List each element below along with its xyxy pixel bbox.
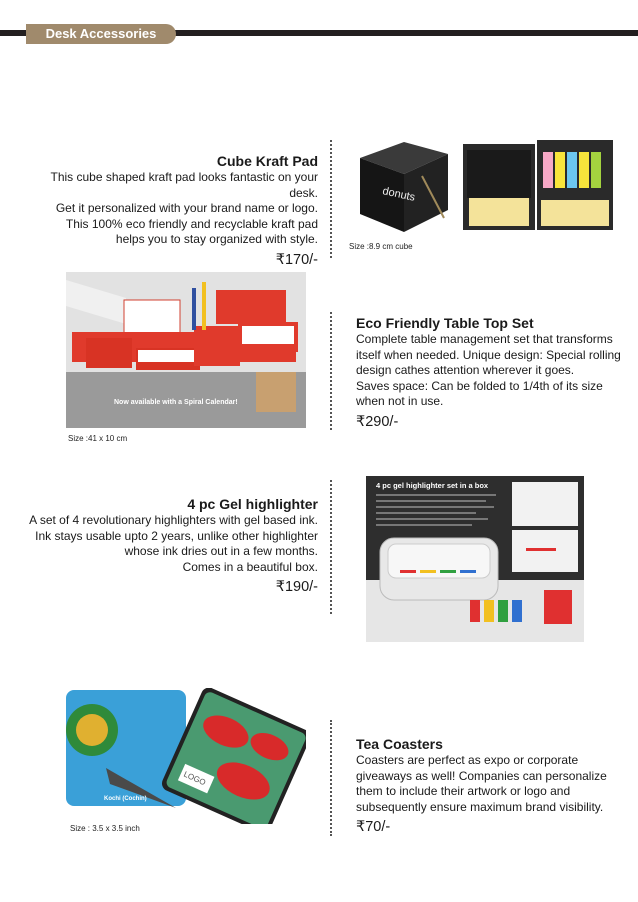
product-desc-line: This cube shaped kraft pad looks fantastic on your desk. (50, 170, 318, 200)
product-desc-line: itself when needed. Unique design: Special rolling (356, 347, 621, 362)
kraft-cube-image (352, 136, 454, 236)
section-title-tab: Desk Accessories (26, 24, 176, 44)
product-desc-line: Coasters are perfect as expo or corporate (356, 753, 579, 767)
product-size: Size :8.9 cm cube (349, 242, 413, 251)
product-desc-line: Complete table management set that transforms (356, 332, 613, 346)
image-heading: 4 pc gel highlighter set in a box (376, 481, 489, 490)
product-cube-kraft-pad (20, 152, 318, 270)
product-price: ₹70/- (356, 819, 391, 835)
product-desc-line: Saves space: Can be folded to 1/4th of its size (356, 378, 603, 393)
product-desc-line: helps you to stay organized with style. (115, 232, 318, 246)
product-title: Eco Friendly Table Top Set (356, 315, 534, 331)
kraft-cube-open-image (463, 140, 613, 232)
product-size: Size : 3.5 x 3.5 inch (70, 824, 140, 833)
dotted-divider (330, 140, 332, 258)
dotted-divider (330, 312, 332, 430)
product-gel-highlighter (20, 495, 318, 597)
product-desc-line: Comes in a beautiful box. (182, 559, 318, 574)
image-caption: Now available with a Spiral Calendar! (114, 399, 238, 406)
product-desc-line: design cathes attention wherever it goes. (356, 363, 575, 377)
table-top-set-image (66, 272, 306, 428)
dotted-divider (330, 480, 332, 614)
product-desc-line: Get it personalized with your brand name or logo. (55, 201, 318, 215)
tea-coasters-image (66, 688, 306, 824)
product-price: ₹290/- (356, 413, 399, 430)
product-desc-line: A set of 4 revolutionary highlighters with gel based ink. (29, 513, 318, 527)
coaster-logo-text: LOGO (182, 769, 208, 788)
product-title: 4 pc Gel highlighter (187, 496, 318, 512)
product-title: Tea Coasters (356, 736, 443, 752)
product-desc-line: them to include their artwork or logo and (356, 784, 571, 798)
product-desc-line: Ink stays usable upto 2 years, unlike other highlighter (35, 528, 318, 543)
product-price: ₹190/- (275, 579, 318, 595)
product-desc-line: giveaways as well! Companies can personalize (356, 768, 607, 783)
product-price: ₹170/- (275, 251, 318, 268)
gel-highlighter-image (366, 476, 584, 642)
product-eco-table-top-set (356, 314, 622, 432)
brand-logo-text: donuts (381, 185, 417, 204)
product-desc-line: when not in use. (356, 394, 444, 408)
dotted-divider (330, 720, 332, 836)
product-size: Size :41 x 10 cm (68, 434, 128, 443)
product-desc-line: This 100% eco friendly and recyclable kraft pad (65, 216, 318, 231)
product-tea-coasters (356, 735, 622, 837)
product-desc-line: whose ink dries out in a few months. (124, 544, 318, 558)
product-title: Cube Kraft Pad (216, 153, 318, 169)
coaster-label: Kochi (Cochin) (104, 796, 147, 802)
product-desc-line: subsequently ensure maximum brand visibility. (356, 799, 604, 814)
